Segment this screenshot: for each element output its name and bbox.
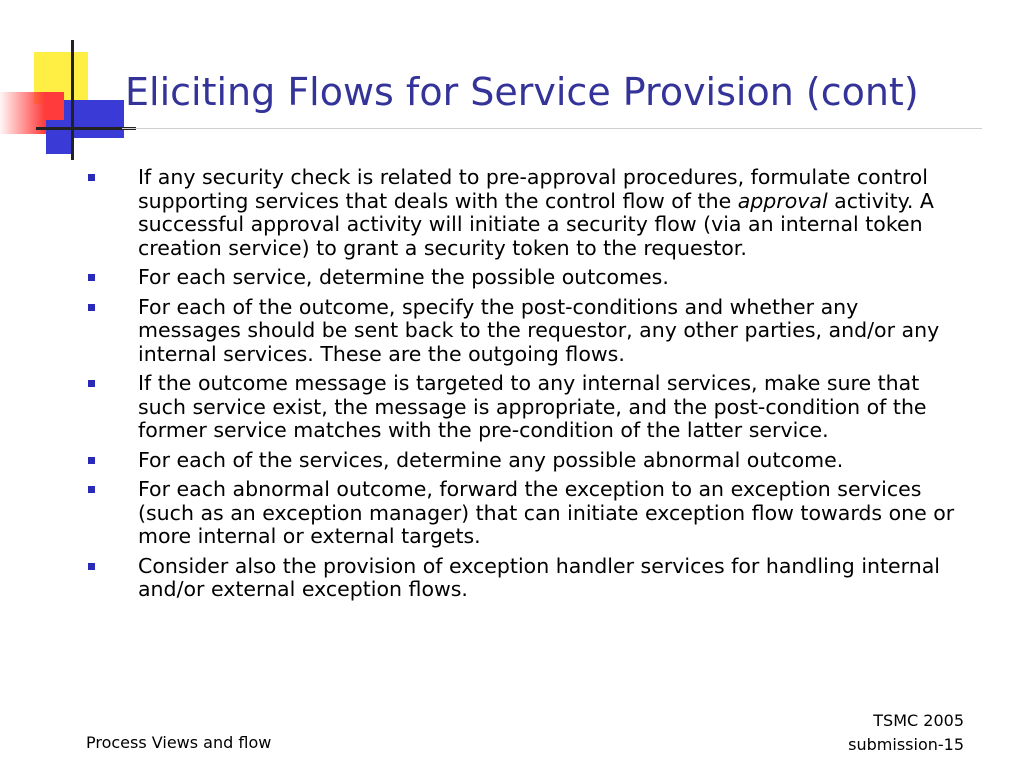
bullet-square-icon: [88, 380, 95, 387]
bullet-square-icon: [88, 174, 95, 181]
footer-right-text: [848, 709, 964, 757]
bullet-square-icon: [88, 274, 95, 281]
bullet-square-icon: [88, 457, 95, 464]
bullet-item: If the outcome message is targeted to any internal services, make sure that such service exist, the message is appropriate, and the post-condition of the former service matches with the pre-condition of the latter service.: [86, 372, 966, 443]
bullet-item: For each of the outcome, specify the post-conditions and whether any messages should be sent back to the requestor, any other parties, and/or any internal services. These are the outgoing flows.: [86, 296, 966, 367]
bullet-item: For each service, determine the possible outcomes.: [86, 266, 966, 290]
bullet-square-icon: [88, 304, 95, 311]
bullet-item: If any security check is related to pre-approval procedures, formulate control supporting services that deals with the control flow of the approval activity. A successful approval activity will initiate a security flow (via an internal token creation service) to grant a security token to the requestor.: [86, 166, 966, 260]
bullet-item: Consider also the provision of exception handler services for handling internal and/or external exception flows.: [86, 555, 966, 602]
title-divider: [122, 128, 982, 129]
horizontal-line: [36, 127, 136, 130]
slide-logo-decoration: [0, 0, 140, 160]
blue-square-small: [46, 120, 74, 154]
slide-title: Eliciting Flows for Service Provision (cont): [125, 70, 919, 114]
footer-right-line2: submission-15: [848, 735, 964, 754]
bullet-square-icon: [88, 563, 95, 570]
bullet-list: [86, 166, 966, 608]
bullet-square-icon: [88, 486, 95, 493]
footer-left-text: Process Views and flow: [86, 733, 272, 752]
vertical-line: [71, 40, 74, 160]
bullet-item: For each of the services, determine any possible abnormal outcome.: [86, 449, 966, 473]
bullet-item: For each abnormal outcome, forward the exception to an exception services (such as an exception manager) that can initiate exception flow towards one or more internal or external targets.: [86, 478, 966, 549]
footer-right-line1: TSMC 2005: [873, 711, 964, 730]
